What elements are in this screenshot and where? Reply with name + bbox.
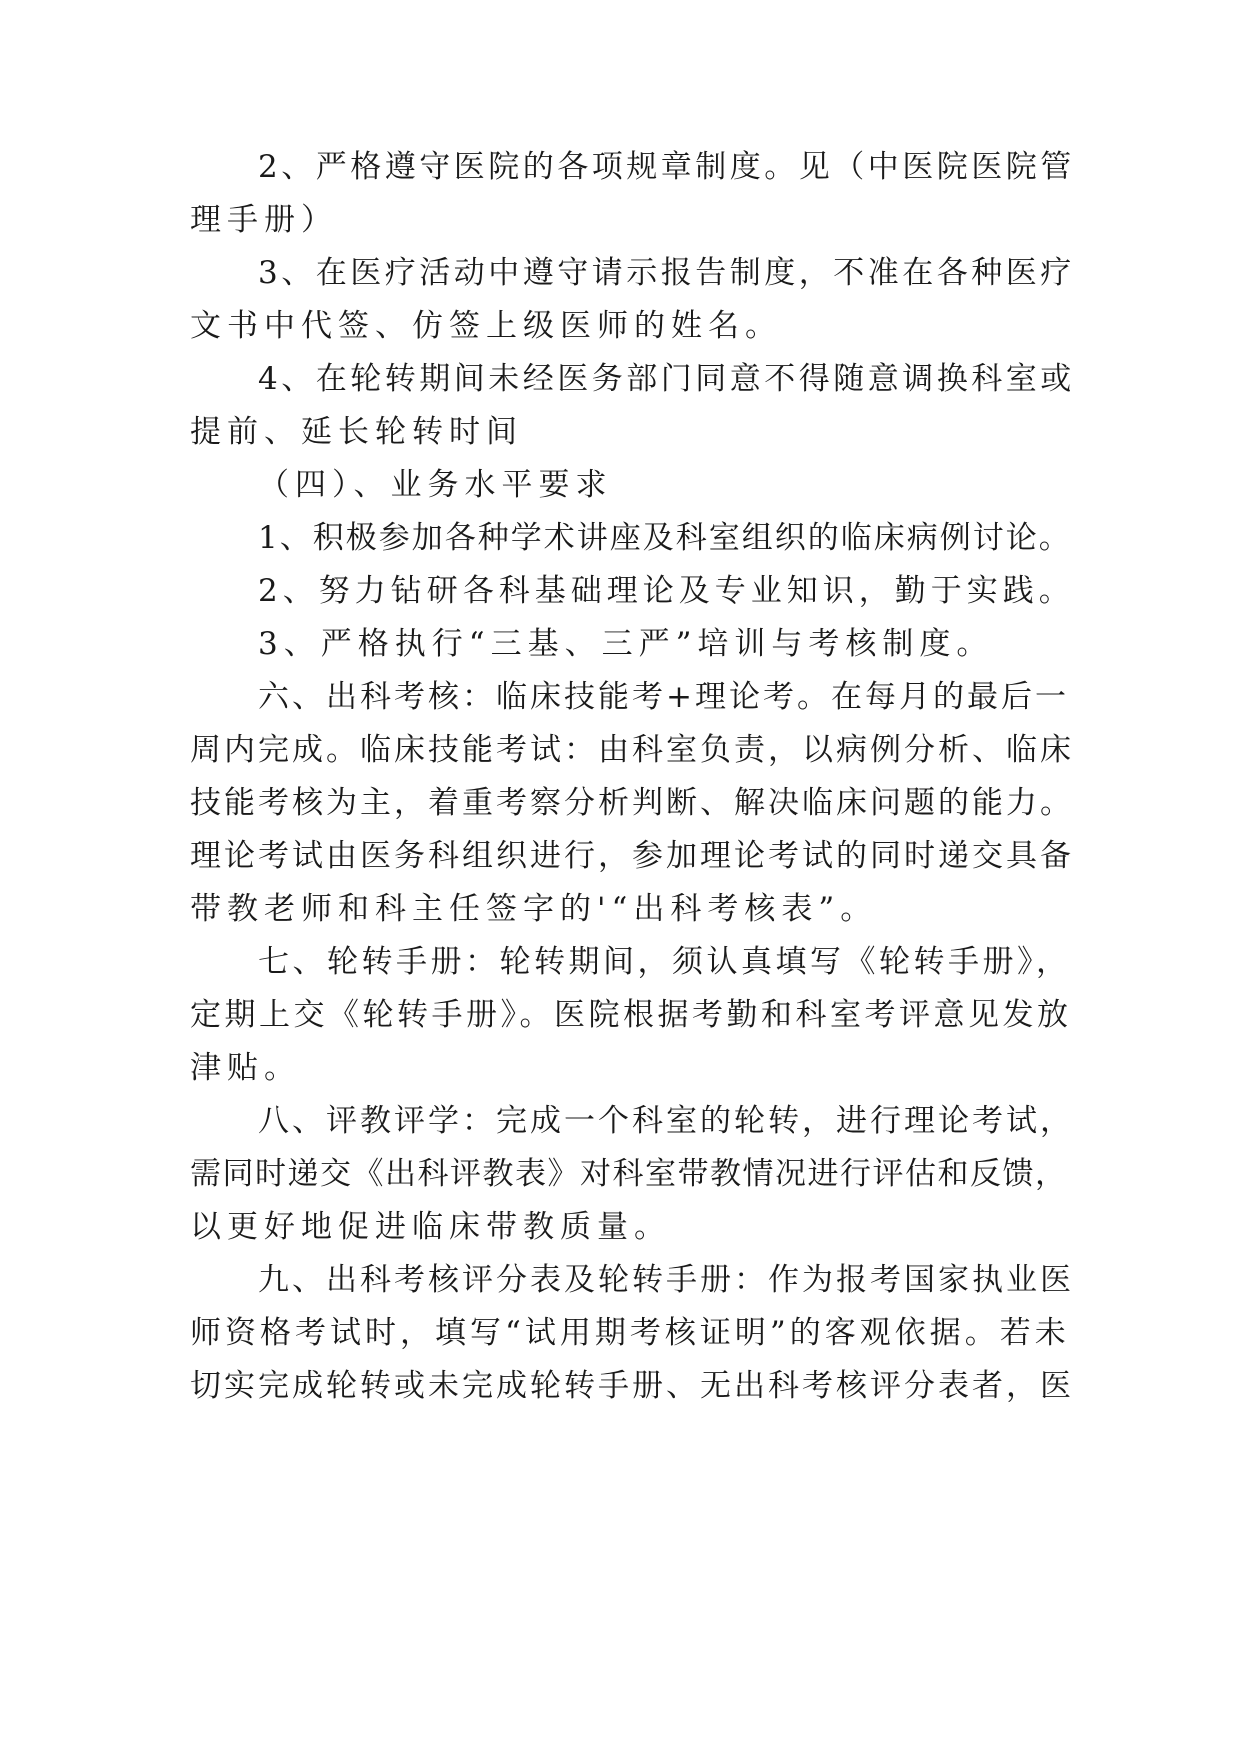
paragraph-line: 津贴。 [190,1050,301,1086]
paragraph-line: 七、轮转手册：轮转期间，须认真填写《轮转手册》， [258,944,1071,980]
paragraph-line: 以更好地促进临床带教质量。 [190,1209,671,1245]
paragraph-line: 4、在轮转期间未经医务部门同意不得随意调换科室或 [258,361,1075,397]
paragraph-line: 提前、延长轮转时间 [190,414,523,450]
paragraph-line: 六、出科考核：临床技能考+理论考。在每月的最后一 [258,679,1069,715]
paragraph-line: 技能考核为主，着重考察分析判断、解决临床问题的能力。 [190,785,1074,821]
paragraph-line: 理论考试由医务科组织进行，参加理论考试的同时递交具备 [190,838,1074,874]
paragraph-line: 需同时递交《出科评教表》对科室带教情况进行评估和反馈， [190,1156,1068,1192]
paragraph-line: 3、在医疗活动中遵守请示报告制度，不准在各种医疗 [258,255,1075,291]
paragraph-line: 八、评教评学：完成一个科室的轮转，进行理论考试， [258,1103,1074,1139]
section-heading: （四）、业务水平要求 [258,467,613,503]
paragraph-line: 3、严格执行“三基、三严”培训与考核制度。 [258,626,994,662]
paragraph-line: 师资格考试时，填写“试用期考核证明”的客观依据。若未 [190,1315,1070,1351]
paragraph-line: 周内完成。临床技能考试：由科室负责，以病例分析、临床 [190,732,1074,768]
paragraph-line: 1、积极参加各种学术讲座及科室组织的临床病例讨论。 [258,520,1072,556]
paragraph-line: 带教老师和科主任签字的'“出科考核表”。 [190,891,878,927]
paragraph-line: 切实完成轮转或未完成轮转手册、无出科考核评分表者，医 [190,1368,1074,1404]
paragraph-line: 理手册） [190,202,338,238]
paragraph-line: 九、出科考核评分表及轮转手册：作为报考国家执业医 [258,1262,1074,1298]
paragraph-line: 定期上交《轮转手册》。医院根据考勤和科室考评意见发放 [190,997,1072,1033]
paragraph-line: 文书中代签、仿签上级医师的姓名。 [190,308,782,344]
paragraph-line: 2、努力钻研各科基础理论及专业知识，勤于实践。 [258,573,1075,609]
paragraph-line: 2、严格遵守医院的各项规章制度。见（中医院医院管 [258,149,1075,185]
